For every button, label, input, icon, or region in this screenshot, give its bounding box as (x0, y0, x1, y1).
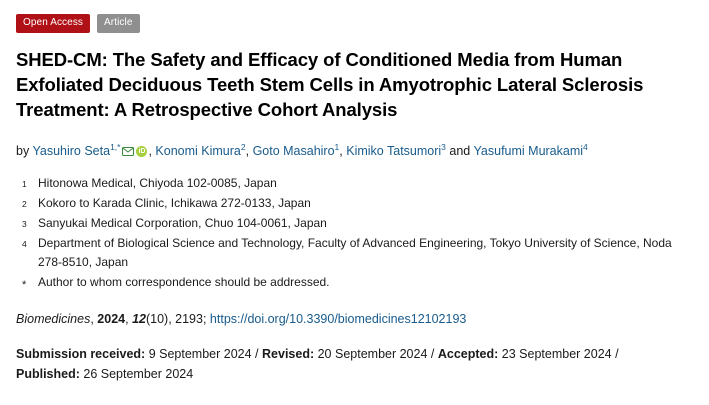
affiliation-text-correspondence: Author to whom correspondence should be addressed. (38, 275, 330, 290)
published-label: Published: (16, 367, 80, 382)
affiliation-item-correspondence (16, 273, 693, 292)
affiliation-marker-3: 3 (22, 219, 27, 230)
citation-journal: Biomedicines (16, 312, 91, 327)
author-separator-2: , (245, 144, 253, 159)
affiliation-text-2: Kokoro to Karada Clinic, Ichikawa 272-0133, Japan (38, 196, 311, 211)
citation-sep-4: ; (202, 312, 210, 327)
author-entry-4 (346, 144, 446, 158)
affiliation-item-2 (16, 194, 693, 213)
open-access-badge[interactable]: Open Access (16, 14, 90, 33)
author-entry-3 (253, 144, 340, 158)
author-link-5[interactable]: Yasufumi Murakami (473, 144, 584, 159)
author-entry-5 (474, 144, 588, 158)
history-divider-1: / (255, 347, 259, 362)
history-divider-3: / (615, 347, 619, 362)
email-icon[interactable] (122, 147, 134, 156)
affiliation-item-1 (16, 174, 693, 193)
author-sup-3: 1 (334, 142, 340, 152)
author-link-3[interactable]: Goto Masahiro (252, 144, 335, 159)
citation-issue: (10) (145, 312, 169, 327)
citation-sep-2: , (125, 312, 133, 327)
affiliation-marker-4: 4 (22, 239, 27, 250)
revised-label: Revised: (262, 347, 315, 362)
affiliation-marker-2: 2 (22, 199, 27, 210)
author-separator-1: , (148, 144, 156, 159)
author-conjunction: and (449, 144, 471, 159)
revised-date: 20 September 2024 (317, 347, 428, 362)
citation-sep-1: , (90, 312, 98, 327)
affiliation-list (16, 174, 693, 292)
author-sup-1: 1,* (110, 142, 121, 152)
citation-volume: 12 (132, 312, 146, 327)
received-label: Submission received: (16, 347, 146, 362)
affiliation-marker-1: 1 (22, 179, 27, 190)
author-entry-1 (32, 144, 148, 158)
author-sup-4: 3 (441, 142, 446, 152)
author-entry-2 (155, 144, 245, 158)
author-sup-5: 4 (583, 142, 588, 152)
author-byline-prefix: by (16, 144, 30, 159)
affiliation-text-4: Department of Biological Science and Technology, Faculty of Advanced Engineering, Tokyo University of Science, Noda 278-8510, Japan (38, 236, 672, 270)
citation-line (16, 310, 693, 329)
author-link-4[interactable]: Kimiko Tatsumori (346, 144, 442, 159)
published-date: 26 September 2024 (83, 367, 194, 382)
publication-history (16, 344, 676, 384)
author-link-1[interactable]: Yasuhiro Seta (32, 144, 111, 159)
author-link-2[interactable]: Konomi Kimura (155, 144, 241, 159)
accepted-date: 23 September 2024 (501, 347, 612, 362)
received-date: 9 September 2024 (148, 347, 252, 362)
citation-article-number: 2193 (175, 312, 203, 327)
affiliation-text-3: Sanyukai Medical Corporation, Chuo 104-0061, Japan (38, 216, 327, 231)
doi-link[interactable]: https://doi.org/10.3390/biomedicines12102193 (209, 312, 467, 327)
author-separator-3: , (339, 144, 347, 159)
affiliation-marker-correspondence: * (22, 279, 27, 292)
page-title: SHED-CM: The Safety and Efficacy of Conditioned Media from Human Exfoliated Deciduous Teeth Stem Cells in Amyotrophic Lateral Sclerosis Treatment: A Retrospective Cohort Analysis (16, 49, 644, 120)
affiliation-item-4 (16, 234, 693, 272)
affiliation-item-3 (16, 214, 693, 233)
article-type-badge[interactable]: Article (97, 14, 139, 33)
orcid-icon[interactable] (136, 146, 147, 157)
affiliation-text-1: Hitonowa Medical, Chiyoda 102-0085, Japan (38, 176, 277, 191)
author-list (16, 138, 693, 160)
author-sup-2: 2 (240, 142, 246, 152)
citation-year: 2024 (97, 312, 126, 327)
accepted-label: Accepted: (437, 347, 499, 362)
citation-sep-3: , (168, 312, 176, 327)
badge-row (16, 14, 693, 33)
history-divider-2: / (430, 347, 435, 362)
